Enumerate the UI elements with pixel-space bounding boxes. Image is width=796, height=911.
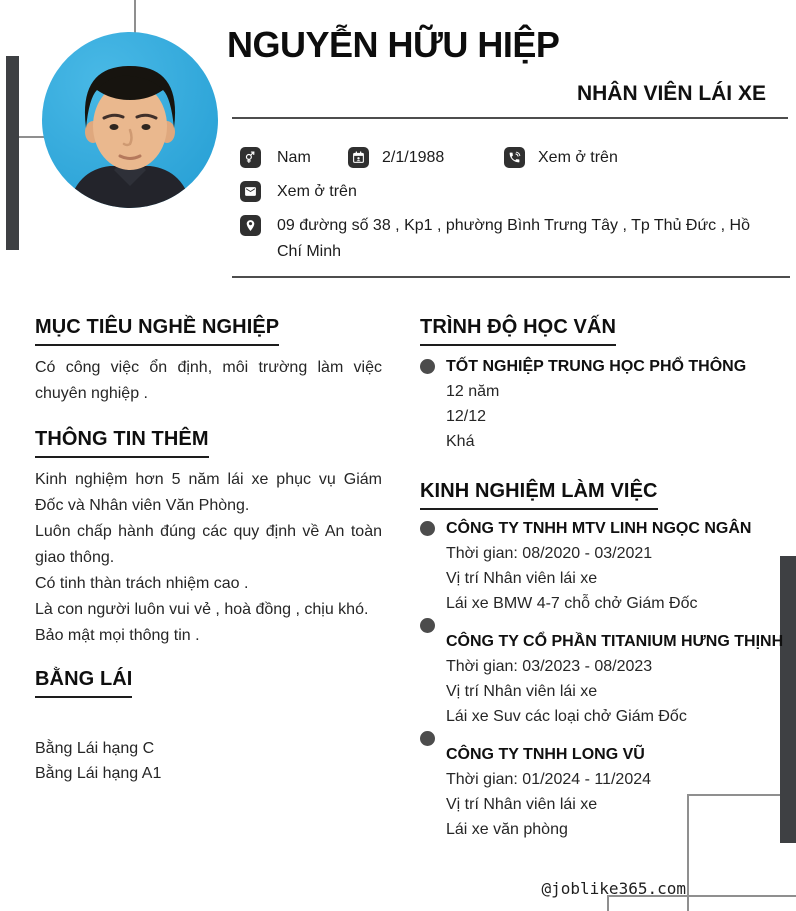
top-connector-line bbox=[134, 0, 136, 34]
bullet-icon bbox=[420, 618, 435, 633]
license-item: Bằng Lái hạng A1 bbox=[35, 765, 162, 782]
experience-description: Lái xe Suv các loại chở Giám Đốc bbox=[446, 708, 687, 725]
section-title-experience: KINH NGHIỆM LÀM VIỆC bbox=[420, 480, 658, 510]
section-title-driving-license: BẰNG LÁI bbox=[35, 668, 132, 698]
education-entry bbox=[420, 354, 782, 454]
bullet-icon bbox=[420, 359, 435, 374]
education-school: TỐT NGHIỆP TRUNG HỌC PHỔ THÔNG bbox=[446, 358, 747, 375]
experience-entry bbox=[420, 742, 782, 842]
experience-entry bbox=[420, 516, 782, 616]
birthday-value: 2/1/1988 bbox=[382, 149, 445, 166]
phone-value: Xem ở trên bbox=[538, 149, 618, 166]
section-title-additional-info: THÔNG TIN THÊM bbox=[35, 428, 209, 458]
experience-company: CÔNG TY CỔ PHẦN TITANIUM HƯNG THỊNH bbox=[446, 633, 784, 650]
info-item: Có tinh thàn trách nhiệm cao . bbox=[35, 575, 249, 592]
bullet-icon bbox=[420, 521, 435, 536]
address-value: 09 đường số 38 , Kp1 , phường Bình Trưng Tây , Tp Thủ Đức , Hồ Chí Minh bbox=[277, 217, 750, 260]
info-item: Bảo mật mọi thông tin . bbox=[35, 627, 200, 644]
experience-period: Thời gian: 08/2020 - 03/2021 bbox=[446, 545, 653, 562]
header-divider-top bbox=[232, 117, 788, 119]
info-item: Luôn chấp hành đúng các quy định về An toàn giao thông. bbox=[35, 523, 382, 566]
experience-period: Thời gian: 03/2023 - 08/2023 bbox=[446, 658, 653, 675]
experience-company: CÔNG TY TNHH LONG VŨ bbox=[446, 746, 645, 763]
experience-entry bbox=[420, 629, 782, 729]
education-detail: Khá bbox=[446, 433, 475, 450]
candidate-name: NGUYỄN HỮU HIỆP bbox=[227, 24, 560, 65]
header-divider-bottom bbox=[232, 276, 790, 278]
experience-entries bbox=[420, 516, 782, 855]
gender-value: Nam bbox=[277, 149, 311, 166]
additional-info-text bbox=[35, 467, 382, 649]
location-icon bbox=[240, 215, 261, 236]
experience-company: CÔNG TY TNHH MTV LINH NGỌC NGÂN bbox=[446, 520, 752, 537]
profile-photo bbox=[42, 32, 218, 208]
info-item: Kinh nghiệm hơn 5 năm lái xe phục vụ Giám Đốc và Nhân viên Văn Phòng. bbox=[35, 471, 382, 514]
experience-description: Lái xe BMW 4-7 chỗ chở Giám Đốc bbox=[446, 595, 698, 612]
phone-icon bbox=[504, 147, 525, 168]
experience-position: Vị trí Nhân viên lái xe bbox=[446, 683, 598, 700]
license-item: Bằng Lái hạng C bbox=[35, 740, 155, 757]
mail-icon bbox=[240, 181, 261, 202]
experience-position: Vị trí Nhân viên lái xe bbox=[446, 796, 598, 813]
email-value: Xem ở trên bbox=[277, 183, 357, 200]
bullet-icon bbox=[420, 731, 435, 746]
experience-position: Vị trí Nhân viên lái xe bbox=[446, 570, 598, 587]
gender-icon bbox=[240, 147, 261, 168]
left-accent-bar bbox=[6, 56, 19, 250]
experience-description: Lái xe văn phòng bbox=[446, 821, 568, 838]
calendar-icon bbox=[348, 147, 369, 168]
driving-license-items bbox=[35, 736, 161, 786]
info-item: Là con người luôn vui vẻ , hoà đồng , chịu khó. bbox=[35, 601, 369, 618]
profile-photo-illustration bbox=[42, 32, 218, 208]
watermark: @joblike365.com bbox=[541, 879, 686, 898]
objective-text: Có công việc ổn định, môi trường làm việc chuyên nghiệp . bbox=[35, 359, 382, 402]
left-connector-line bbox=[19, 136, 46, 138]
education-detail: 12/12 bbox=[446, 408, 487, 425]
right-accent-bar bbox=[780, 556, 796, 843]
section-title-objective: MỤC TIÊU NGHỀ NGHIỆP bbox=[35, 316, 279, 346]
education-detail: 12 năm bbox=[446, 383, 500, 400]
experience-period: Thời gian: 01/2024 - 11/2024 bbox=[446, 771, 652, 788]
section-title-education: TRÌNH ĐỘ HỌC VẤN bbox=[420, 316, 616, 346]
job-title: NHÂN VIÊN LÁI XE bbox=[576, 82, 766, 105]
